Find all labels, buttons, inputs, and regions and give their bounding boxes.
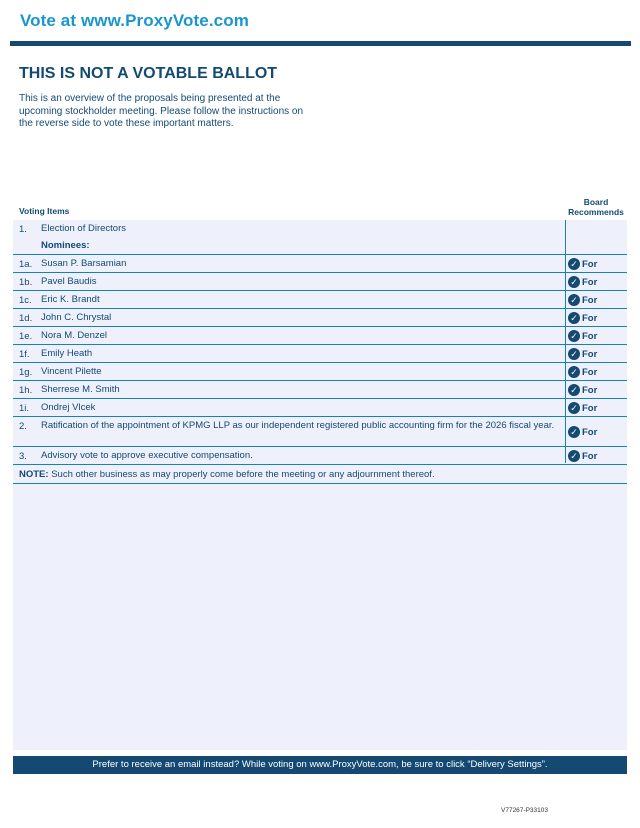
recommendation <box>568 384 597 396</box>
recommendation-value: For <box>582 426 598 438</box>
note-row <box>13 465 627 484</box>
top-divider <box>10 41 631 46</box>
check-circle-icon: ✓ <box>568 294 580 306</box>
recommendation-value: For <box>582 402 598 414</box>
table-row <box>13 255 627 273</box>
nominees-label: Nominees: <box>41 240 90 251</box>
item-number: 1b. <box>19 277 33 288</box>
table-row <box>13 381 627 399</box>
item-text: Eric K. Brandt <box>41 294 100 305</box>
voting-items-table <box>13 220 627 484</box>
check-circle-icon: ✓ <box>568 366 580 378</box>
recommendation-value: For <box>582 312 598 324</box>
item-number: 1h. <box>19 385 33 396</box>
board-header-line1: Board <box>583 197 609 207</box>
recommendation-value: For <box>582 330 598 342</box>
recommendation-value: For <box>582 258 598 270</box>
recommendation-value: For <box>582 276 598 288</box>
table-row <box>13 417 627 447</box>
recommendation <box>568 402 597 414</box>
note-label: NOTE: <box>19 469 49 480</box>
header-title[interactable]: Vote at www.ProxyVote.com <box>20 11 249 30</box>
item-number: 1a. <box>19 259 33 270</box>
recommendation <box>568 312 597 324</box>
recommendation <box>568 258 597 270</box>
item-text: Vincent Pilette <box>41 366 102 377</box>
item-text: Emily Heath <box>41 348 93 359</box>
footer-banner: Prefer to receive an email instead? While voting on www.ProxyVote.com, be sure to click “Delivery Settings”. <box>13 756 627 774</box>
item-number: 1. <box>19 224 27 235</box>
item-number: 1d. <box>19 313 33 324</box>
item-number: 2. <box>19 421 27 432</box>
item-text: Ratification of the appointment of KPMG LLP as our independent registered public accounting firm for the 2026 fiscal year. <box>41 420 555 431</box>
table-row <box>13 447 627 465</box>
recommendation-value: For <box>582 348 598 360</box>
recommendation-value: For <box>582 384 598 396</box>
table-row <box>13 237 627 255</box>
table-row <box>13 345 627 363</box>
check-circle-icon: ✓ <box>568 384 580 396</box>
board-recommends-header <box>561 197 631 217</box>
check-circle-icon: ✓ <box>568 450 580 462</box>
table-row <box>13 363 627 381</box>
recommendation <box>568 450 597 462</box>
table-row <box>13 309 627 327</box>
item-text: Susan P. Barsamian <box>41 258 127 269</box>
check-circle-icon: ✓ <box>568 330 580 342</box>
item-text: Sherrese M. Smith <box>41 384 120 395</box>
item-text: Pavel Baudis <box>41 276 97 287</box>
recommendation <box>568 426 597 438</box>
item-text: John C. Chrystal <box>41 312 112 323</box>
recommendation-value: For <box>582 450 598 462</box>
item-number: 1g. <box>19 367 33 378</box>
table-row <box>13 273 627 291</box>
item-number: 1c. <box>19 295 32 306</box>
item-number: 1i. <box>19 403 30 414</box>
item-text: Ondrej Vlcek <box>41 402 96 413</box>
check-circle-icon: ✓ <box>568 258 580 270</box>
check-circle-icon: ✓ <box>568 312 580 324</box>
item-number: 3. <box>19 451 27 462</box>
voting-items-header: Voting Items <box>19 206 70 216</box>
check-circle-icon: ✓ <box>568 276 580 288</box>
column-divider <box>565 220 566 463</box>
item-text: Election of Directors <box>41 223 127 234</box>
item-number: 1f. <box>19 349 30 360</box>
check-circle-icon: ✓ <box>568 426 580 438</box>
recommendation <box>568 276 597 288</box>
board-header-line2: Recommends <box>568 207 624 217</box>
document-code: V77267-P33103 <box>501 807 548 814</box>
recommendation-value: For <box>582 294 598 306</box>
recommendation <box>568 366 597 378</box>
table-row <box>13 291 627 309</box>
table-row <box>13 220 627 237</box>
note-text <box>19 469 619 480</box>
table-row <box>13 327 627 345</box>
item-text: Nora M. Denzel <box>41 330 107 341</box>
check-circle-icon: ✓ <box>568 402 580 414</box>
recommendation <box>568 330 597 342</box>
note-body: Such other business as may properly come before the meeting or any adjournment thereof. <box>48 469 435 480</box>
recommendation-value: For <box>582 366 598 378</box>
intro-text: This is an overview of the proposals being presented at the upcoming stockholder meeting. Please follow the instructions on the reverse side to vote these important matters. <box>19 93 304 130</box>
item-text: Advisory vote to approve executive compensation. <box>41 450 253 461</box>
recommendation <box>568 348 597 360</box>
ballot-title: THIS IS NOT A VOTABLE BALLOT <box>19 65 278 82</box>
check-circle-icon: ✓ <box>568 348 580 360</box>
table-row <box>13 399 627 417</box>
recommendation <box>568 294 597 306</box>
item-number: 1e. <box>19 331 33 342</box>
